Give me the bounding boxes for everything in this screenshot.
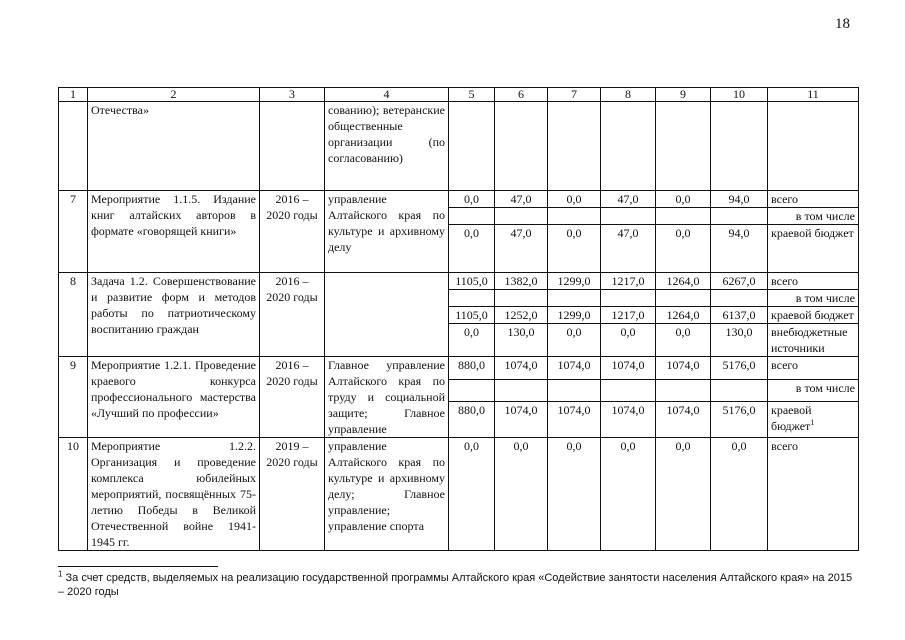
executor: управление Алтайского края по культуре и архивному делу xyxy=(325,191,449,273)
footnote-reference: 1 xyxy=(810,418,815,427)
funding-source: всего xyxy=(768,191,859,208)
budget-table xyxy=(58,87,859,551)
value-cell: 1074,0 xyxy=(495,402,548,438)
funding-source: всего xyxy=(768,357,859,380)
row-number: 7 xyxy=(59,191,88,273)
value-cell: 1217,0 xyxy=(601,307,656,324)
value-cell: 1299,0 xyxy=(548,273,601,290)
column-number: 6 xyxy=(495,88,548,102)
value-cell: 1105,0 xyxy=(449,273,495,290)
value-cell: 1217,0 xyxy=(601,273,656,290)
value-cell: 94,0 xyxy=(711,191,768,208)
value-cell: 0,0 xyxy=(495,438,548,551)
page-number: 18 xyxy=(835,16,850,32)
task-name: Задача 1.2. Совершенствование и развитие форм и методов работы по патриотическому воспитанию граждан xyxy=(88,273,260,357)
column-number: 3 xyxy=(260,88,325,102)
value-cell: 5176,0 xyxy=(711,357,768,380)
value-cell: 0,0 xyxy=(449,324,495,357)
value-cell: 1105,0 xyxy=(449,307,495,324)
value-cell: 47,0 xyxy=(601,191,656,208)
activity-name: Мероприятие 1.2.2. Организация и проведение комплекса юбилейных мероприятий, посвящённых 75-летию Победы в Великой Отечественной войне 1941-1945 гг. xyxy=(88,438,260,551)
value-cell: 47,0 xyxy=(495,191,548,208)
column-number: 11 xyxy=(768,88,859,102)
value-cell: 1074,0 xyxy=(548,357,601,380)
table-row xyxy=(59,357,859,380)
value-cell: 1074,0 xyxy=(548,402,601,438)
activity-name: Мероприятие 1.1.5. Издание книг алтайских авторов в формате «говорящей книги» xyxy=(88,191,260,273)
row-number: 8 xyxy=(59,273,88,357)
value-cell: 130,0 xyxy=(711,324,768,357)
funding-source: в том числе xyxy=(768,379,859,402)
value-cell: 880,0 xyxy=(449,357,495,380)
value-cell: 94,0 xyxy=(711,225,768,273)
funding-source: всего xyxy=(768,273,859,290)
funding-source xyxy=(768,402,859,438)
value-cell: 6137,0 xyxy=(711,307,768,324)
funding-source: в том числе xyxy=(768,208,859,225)
column-number: 7 xyxy=(548,88,601,102)
column-number: 5 xyxy=(449,88,495,102)
period: 2016 – 2020 годы xyxy=(260,357,325,438)
value-cell: 0,0 xyxy=(656,225,711,273)
activity-name: Мероприятие 1.2.1. Проведение краевого конкурса профессионального мастерства «Лучший по профессии» xyxy=(88,357,260,438)
continued-name-cell: Отечества» xyxy=(88,102,260,191)
row-number: 10 xyxy=(59,438,88,551)
value-cell: 1074,0 xyxy=(656,357,711,380)
value-cell: 1264,0 xyxy=(656,307,711,324)
value-cell: 1252,0 xyxy=(495,307,548,324)
value-cell: 6267,0 xyxy=(711,273,768,290)
footnote-text: За счет средств, выделяемых на реализацию государственной программы Алтайского края «Содействие занятости населения Алтайского края» на 2015 – 2020 годы xyxy=(58,572,853,598)
column-number: 10 xyxy=(711,88,768,102)
value-cell: 1074,0 xyxy=(601,402,656,438)
column-number: 4 xyxy=(325,88,449,102)
value-cell: 47,0 xyxy=(601,225,656,273)
funding-source: внебюджетные источники xyxy=(768,324,859,357)
footnote xyxy=(58,571,858,599)
period: 2016 – 2020 годы xyxy=(260,273,325,357)
funding-source: в том числе xyxy=(768,290,859,307)
period: 2019 – 2020 годы xyxy=(260,438,325,551)
continued-executor-cell: сованию); ветеранские общественные организации (по согласованию) xyxy=(325,102,449,191)
value-cell: 0,0 xyxy=(548,438,601,551)
value-cell: 1382,0 xyxy=(495,273,548,290)
value-cell: 0,0 xyxy=(548,225,601,273)
table-row xyxy=(59,273,859,290)
period: 2016 – 2020 годы xyxy=(260,191,325,273)
column-number: 8 xyxy=(601,88,656,102)
value-cell: 47,0 xyxy=(495,225,548,273)
value-cell: 0,0 xyxy=(449,225,495,273)
value-cell: 0,0 xyxy=(656,324,711,357)
funding-source: краевой бюджет xyxy=(768,307,859,324)
funding-source-label: краевой бюджет xyxy=(771,403,812,433)
row-number: 9 xyxy=(59,357,88,438)
executor-empty xyxy=(325,273,449,357)
column-number-row xyxy=(59,88,859,102)
funding-source: краевой бюджет xyxy=(768,225,859,273)
executor: Главное управление Алтайского края по труду и социальной защите; Главное управление xyxy=(325,357,449,438)
value-cell: 1264,0 xyxy=(656,273,711,290)
value-cell: 0,0 xyxy=(656,438,711,551)
value-cell: 5176,0 xyxy=(711,402,768,438)
value-cell: 0,0 xyxy=(548,191,601,208)
value-cell: 0,0 xyxy=(601,438,656,551)
footnote-mark: 1 xyxy=(58,569,63,579)
value-cell: 0,0 xyxy=(548,324,601,357)
column-number: 1 xyxy=(59,88,88,102)
column-number: 9 xyxy=(656,88,711,102)
funding-source: всего xyxy=(768,438,859,551)
table-row-continuation xyxy=(59,102,859,191)
value-cell: 880,0 xyxy=(449,402,495,438)
executor: управление Алтайского края по культуре и архивному делу; Главное управление; управление спорта xyxy=(325,438,449,551)
footnote-divider xyxy=(58,566,218,567)
value-cell: 0,0 xyxy=(601,324,656,357)
value-cell: 1074,0 xyxy=(495,357,548,380)
table-row xyxy=(59,191,859,208)
table-row xyxy=(59,438,859,551)
value-cell: 0,0 xyxy=(449,191,495,208)
value-cell: 1074,0 xyxy=(656,402,711,438)
value-cell: 1074,0 xyxy=(601,357,656,380)
value-cell: 1299,0 xyxy=(548,307,601,324)
value-cell: 0,0 xyxy=(656,191,711,208)
value-cell: 130,0 xyxy=(495,324,548,357)
value-cell: 0,0 xyxy=(711,438,768,551)
column-number: 2 xyxy=(88,88,260,102)
value-cell: 0,0 xyxy=(449,438,495,551)
